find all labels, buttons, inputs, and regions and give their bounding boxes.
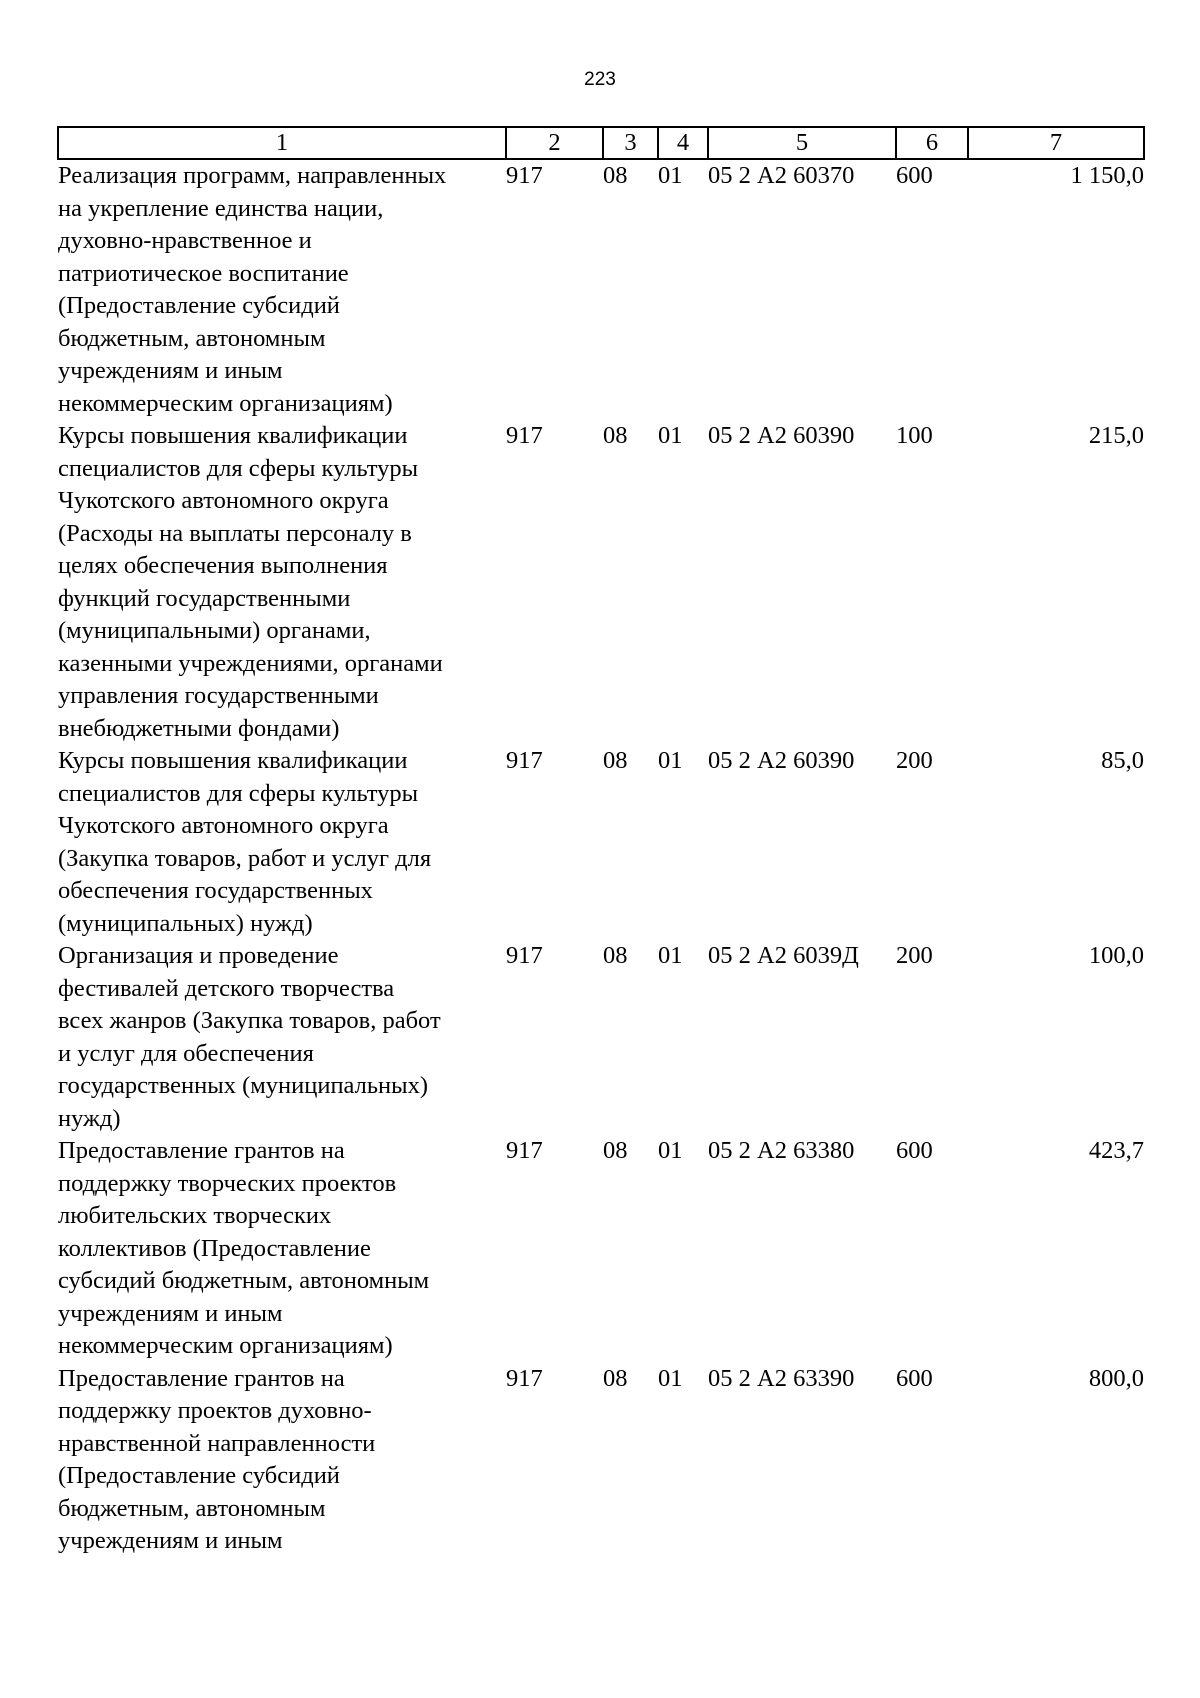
item-name-line: нравственной направленности xyxy=(58,1429,376,1457)
header-col-4: 4 xyxy=(658,127,708,159)
item-name-line: некоммерческим организациям) xyxy=(58,389,393,417)
expense-type-cell: 200 xyxy=(896,942,933,969)
table-row xyxy=(58,420,1144,745)
subsection-cell: 01 xyxy=(658,162,683,189)
grbs-cell: 917 xyxy=(506,942,543,969)
item-name-line: (муниципальными) органами, xyxy=(58,617,371,644)
amount-cell: 215,0 xyxy=(1088,422,1144,449)
item-name-line: субсидий бюджетным, автономным xyxy=(58,1267,430,1294)
item-name-line: учреждениям и иным xyxy=(58,1299,283,1327)
item-name-line: некоммерческим организациям) xyxy=(58,1332,393,1359)
item-name-line: патриотическое воспитание xyxy=(58,259,349,287)
grbs-cell: 917 xyxy=(506,422,543,449)
item-name-line: управления государственными xyxy=(58,682,379,709)
item-name-line: и услуг для обеспечения xyxy=(58,1039,314,1067)
item-name-line: государственных (муниципальных) xyxy=(58,1072,429,1099)
item-name-line: (Предоставление субсидий xyxy=(58,1462,340,1489)
target-article-cell: 05 2 А2 6039Д xyxy=(708,942,859,969)
header-col-6: 6 xyxy=(896,127,968,159)
item-name-line: Предоставление грантов на xyxy=(58,1137,345,1164)
target-article-cell: 05 2 А2 60370 xyxy=(708,162,855,189)
subsection-cell: 01 xyxy=(658,422,683,449)
item-name-line: Чукотского автономного округа xyxy=(58,487,389,514)
amount-cell: 800,0 xyxy=(1088,1364,1144,1392)
item-name-line: (Расходы на выплаты персоналу в xyxy=(58,519,412,547)
item-name-line: поддержку проектов духовно- xyxy=(58,1397,372,1424)
table-row xyxy=(58,940,1144,1135)
item-name-line: на укрепление единства нации, xyxy=(58,194,384,222)
target-article-cell: 05 2 А2 60390 xyxy=(708,422,855,449)
grbs-cell: 917 xyxy=(506,747,543,774)
section-cell: 08 xyxy=(603,162,628,189)
item-name-line: Курсы повышения квалификации xyxy=(58,747,408,774)
header-col-3: 3 xyxy=(603,127,658,159)
target-article-cell: 05 2 А2 63390 xyxy=(708,1364,855,1392)
header-col-1: 1 xyxy=(58,127,506,159)
item-name-line: обеспечения государственных xyxy=(58,877,373,904)
section-cell: 08 xyxy=(603,942,628,969)
item-name-line: внебюджетными фондами) xyxy=(58,714,340,742)
item-name-line: Курсы повышения квалификации xyxy=(58,422,408,449)
item-name-line: специалистов для сферы культуры xyxy=(58,779,419,807)
subsection-cell: 01 xyxy=(658,747,683,774)
item-name-line: функций государственными xyxy=(58,584,351,612)
item-name-line: фестивалей детского творчества xyxy=(58,974,395,1002)
item-name-cell xyxy=(58,159,506,420)
item-name-line: специалистов для сферы культуры xyxy=(58,454,419,482)
table-row xyxy=(58,745,1144,940)
subsection-cell: 01 xyxy=(658,1137,683,1164)
header-row xyxy=(58,127,1144,159)
item-name-line: Предоставление грантов на xyxy=(58,1364,345,1392)
item-name-cell xyxy=(58,1363,506,1558)
expense-type-cell: 600 xyxy=(896,162,933,189)
table-row xyxy=(58,159,1144,420)
item-name-cell xyxy=(58,1135,506,1363)
target-article-cell: 05 2 А2 63380 xyxy=(708,1137,855,1164)
item-name-cell xyxy=(58,940,506,1135)
item-name-line: учреждениям и иным xyxy=(58,1527,283,1554)
amount-cell: 100,0 xyxy=(1088,942,1144,969)
grbs-cell: 917 xyxy=(506,162,543,189)
item-name-line: (Закупка товаров, работ и услуг для xyxy=(58,844,432,872)
section-cell: 08 xyxy=(603,1137,628,1164)
target-article-cell: 05 2 А2 60390 xyxy=(708,747,855,774)
expense-type-cell: 200 xyxy=(896,747,933,774)
header-col-7: 7 xyxy=(968,127,1144,159)
item-name-line: учреждениям и иным xyxy=(58,357,283,384)
item-name-line: казенными учреждениями, органами xyxy=(58,649,443,677)
amount-cell: 85,0 xyxy=(1101,747,1144,774)
grbs-cell: 917 xyxy=(506,1364,543,1392)
item-name-line: (муниципальных) нужд) xyxy=(58,909,313,937)
item-name-cell xyxy=(58,745,506,940)
item-name-line: бюджетным, автономным xyxy=(58,1494,326,1522)
header-col-2: 2 xyxy=(506,127,603,159)
expense-type-cell: 600 xyxy=(896,1137,933,1164)
expense-type-cell: 100 xyxy=(896,422,933,449)
item-name-line: бюджетным, автономным xyxy=(58,324,326,352)
item-name-line: любительских творческих xyxy=(58,1202,332,1229)
table-header xyxy=(58,127,1144,159)
amount-cell: 423,7 xyxy=(1088,1137,1144,1164)
budget-table xyxy=(57,126,1145,1558)
item-name-line: (Предоставление субсидий xyxy=(58,292,340,319)
item-name-line: Организация и проведение xyxy=(58,942,339,969)
subsection-cell: 01 xyxy=(658,1364,683,1392)
item-name-line: духовно-нравственное и xyxy=(58,227,312,254)
amount-cell: 1 150,0 xyxy=(1070,162,1144,189)
table-row xyxy=(58,1135,1144,1363)
page-number: 223 xyxy=(584,69,616,90)
section-cell: 08 xyxy=(603,747,628,774)
table-body xyxy=(58,159,1144,1558)
item-name-line: всех жанров (Закупка товаров, работ xyxy=(58,1007,441,1034)
item-name-line: поддержку творческих проектов xyxy=(58,1169,397,1197)
item-name-cell xyxy=(58,420,506,745)
item-name-line: нужд) xyxy=(58,1104,121,1132)
section-cell: 08 xyxy=(603,1364,628,1392)
item-name-line: Реализация программ, направленных xyxy=(58,162,447,189)
section-cell: 08 xyxy=(603,422,628,449)
table-row xyxy=(58,1363,1144,1558)
item-name-line: целях обеспечения выполнения xyxy=(58,552,388,579)
item-name-line: коллективов (Предоставление xyxy=(58,1234,371,1262)
header-col-5: 5 xyxy=(708,127,896,159)
subsection-cell: 01 xyxy=(658,942,683,969)
expense-type-cell: 600 xyxy=(896,1364,933,1392)
grbs-cell: 917 xyxy=(506,1137,543,1164)
item-name-line: Чукотского автономного округа xyxy=(58,812,389,839)
